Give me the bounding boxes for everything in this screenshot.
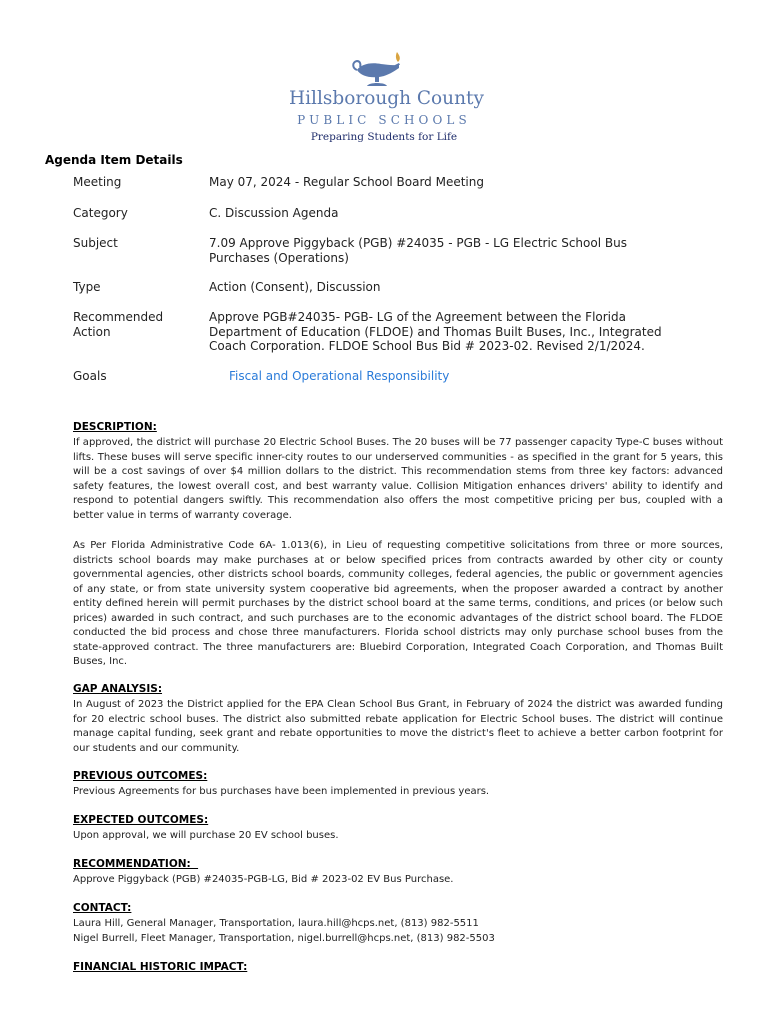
gap-analysis-heading: GAP ANALYSIS: — [73, 683, 163, 695]
recommended-action-value: Approve PGB#24035- PGB- LG of the Agreement between the Florida Department of Education (FLDOE) and Thomas Built Buses, Inc., Integrated Coach Corporation. FLDOE School Bus Bid # 2023-02. Revised 2/1/2024. — [209, 310, 662, 353]
logo-line-2: PUBLIC SCHOOLS — [297, 113, 471, 127]
type-label: Type — [73, 280, 101, 294]
category-label: Category — [73, 206, 128, 220]
recommendation-text: Approve Piggyback (PGB) #24035-PGB-LG, Bid # 2023-02 EV Bus Purchase. — [73, 874, 454, 885]
subject-label: Subject — [73, 236, 118, 250]
meeting-value: May 07, 2024 - Regular School Board Meeting — [209, 175, 484, 189]
recommendation-heading: RECOMMENDATION: — [73, 858, 199, 870]
previous-outcomes-text: Previous Agreements for bus purchases have been implemented in previous years. — [73, 786, 490, 797]
lamp-of-learning-icon — [351, 50, 417, 90]
logo-line-1: Hillsborough County — [289, 88, 484, 109]
contact-line-2: Nigel Burrell, Fleet Manager, Transportation, nigel.burrell@hcps.net, (813) 982-5503 — [73, 933, 495, 944]
previous-outcomes-heading: PREVIOUS OUTCOMES: — [73, 770, 208, 782]
expected-outcomes-text: Upon approval, we will purchase 20 EV school buses. — [73, 830, 339, 841]
subject-value: 7.09 Approve Piggyback (PGB) #24035 - PGB - LG Electric School Bus Purchases (Operations) — [209, 236, 627, 265]
contact-heading: CONTACT: — [73, 902, 132, 914]
district-logo — [289, 46, 484, 146]
goals-label: Goals — [73, 369, 107, 383]
recommended-action-label: Recommended Action — [73, 310, 164, 339]
description-paragraph-2: As Per Florida Administrative Code 6A- 1.013(6), in Lieu of requesting competitive solicitations from three or more sources, districts school boards may make purchases at or below specified prices from contracts awarded by other city or county governmental agencies, other districts school boards, community colleges, federal agencies, the public or government agencies of any state, or from state university system cooperative bid agreements, when the proposer awarded a contract by another entity defined herein will permit purchases by the district school board at the same terms, conditions, and prices (or below such prices) awarded in such contract, and such purchases are to the economic advantages of the district school board. The FLDOE conducted the bid process and chose three manufacturers. Florida school districts may only purchase school buses from the state-approved contract. The three manufacturers are: Bluebird Corporation, Integrated Coach Corporation, and Thomas Built Buses, Inc. — [73, 540, 723, 667]
logo-tagline: Preparing Students for Life — [310, 131, 458, 143]
category-value: C. Discussion Agenda — [209, 206, 339, 220]
contact-line-1: Laura Hill, General Manager, Transportation, laura.hill@hcps.net, (813) 982-5511 — [73, 918, 479, 929]
description-paragraph-1: If approved, the district will purchase 20 Electric School Buses. The 20 buses will be 77 passenger capacity Type-C buses without lifts. These buses will serve specific inner-city routes to our underserved communities - as specified in the grant for 5 years, this will be a cost savings of over $4 million dollars to the district. This recommendation stems from three key factors: advanced safety features, the lowest overall cost, and best warranty value. Collision Mitigation enhances drivers' ability to identify and respond to potential dangers swiftly. This recommendation also offers the most competitive pricing per bus, coupled with a better value in terms of warranty coverage. — [73, 437, 723, 521]
financial-impact-heading: FINANCIAL HISTORIC IMPACT: — [73, 961, 248, 973]
meeting-label: Meeting — [73, 175, 122, 189]
expected-outcomes-heading: EXPECTED OUTCOMES: — [73, 814, 209, 826]
type-value: Action (Consent), Discussion — [209, 280, 381, 294]
goals-link[interactable]: Fiscal and Operational Responsibility — [229, 369, 450, 383]
gap-analysis-text: In August of 2023 the District applied for the EPA Clean School Bus Grant, in February of 2024 the district was awarded funding for 20 electric school buses. The district also submitted rebate application for Electric School buses. The district will continue manage capital funding, seek grant and rebate opportunities to move the district's fleet to achieve a better carbon footprint for our students and our community. — [73, 699, 723, 754]
agenda-heading: Agenda Item Details — [45, 153, 183, 167]
description-heading: DESCRIPTION: — [73, 421, 157, 433]
